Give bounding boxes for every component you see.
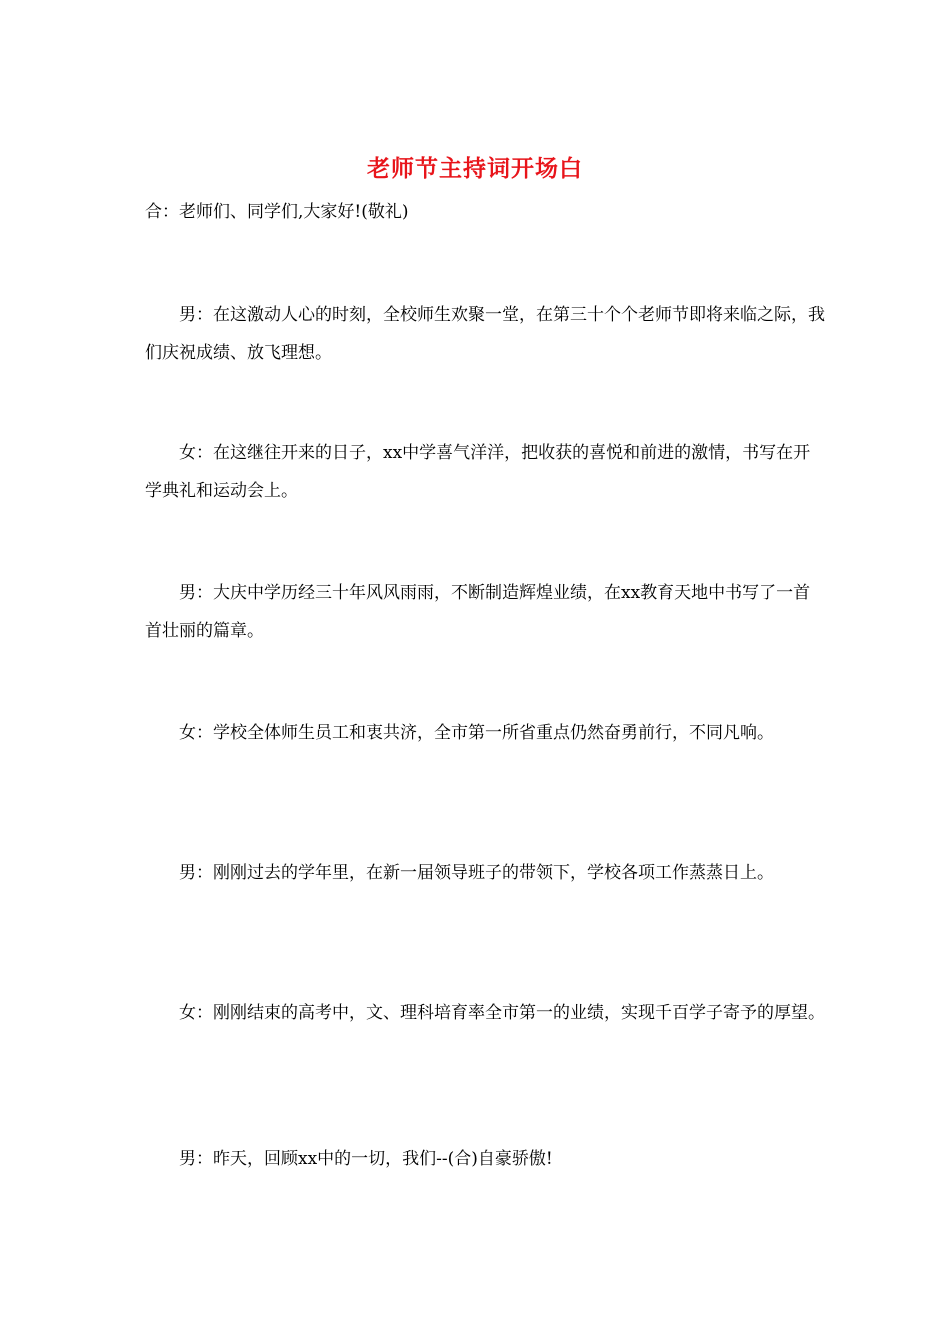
paragraph: 男：刚刚过去的学年里，在新一届领导班子的带领下，学校各项工作蒸蒸日上。 (179, 863, 774, 883)
document-title: 老师节主持词开场白 (367, 155, 583, 182)
paragraph: 女：刚刚结束的高考中，文、理科培育率全市第一的业绩，实现千百学子寄予的厚望。 (179, 1003, 825, 1023)
paragraph: 女：学校全体师生员工和衷共济，全市第一所省重点仍然奋勇前行，不同凡响。 (179, 723, 774, 743)
paragraph: 女：在这继往开来的日子，xx中学喜气洋洋，把收获的喜悦和前进的激情，书写在开学典礼和运动会上。 (145, 443, 811, 501)
paragraph: 男：大庆中学历经三十年风风雨雨，不断制造辉煌业绩，在xx教育天地中书写了一首首壮丽的篇章。 (145, 583, 811, 641)
paragraph: 男：在这激动人心的时刻，全校师生欢聚一堂，在第三十个个老师节即将来临之际，我们庆祝成绩、放飞理想。 (145, 305, 825, 363)
paragraph: 男：昨天，回顾xx中的一切，我们--(合)自豪骄傲! (179, 1149, 553, 1169)
greeting-line: 合：老师们、同学们,大家好!(敬礼) (145, 202, 409, 222)
